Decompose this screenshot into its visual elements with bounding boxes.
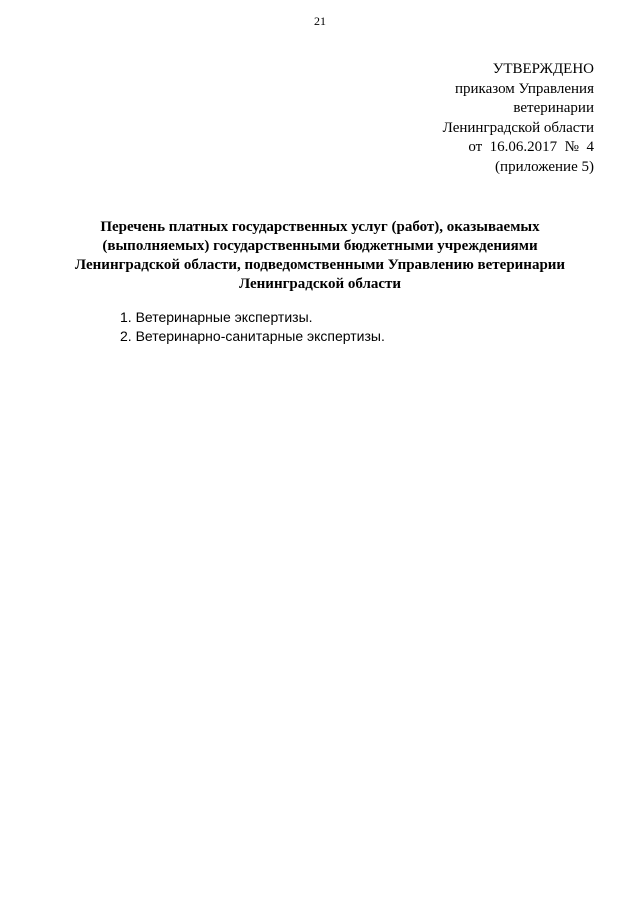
title-line: (выполняемых) государственными бюджетными учреждениями: [102, 238, 538, 254]
approval-line: ветеринарии: [513, 100, 594, 116]
approval-block: [443, 60, 594, 177]
services-list: [120, 308, 385, 346]
approval-order-date-number: от 16.06.2017 № 4: [468, 139, 594, 155]
title-line: Ленинградской области, подведомственными Управлению ветеринарии: [74, 257, 566, 273]
approval-heading: УТВЕРЖДЕНО: [492, 61, 594, 77]
approval-appendix: (приложение 5): [495, 158, 594, 175]
approval-line: Ленинградской области: [442, 119, 594, 136]
document-title: [0, 218, 640, 294]
approval-line: приказом Управления: [454, 80, 594, 97]
page-number: 21: [314, 14, 326, 28]
list-item: 2. Ветеринарно-санитарные экспертизы.: [120, 328, 385, 344]
title-line: Ленинградской области: [238, 276, 402, 292]
list-item: 1. Ветеринарные экспертизы.: [120, 309, 313, 325]
title-line: Перечень платных государственных услуг (работ), оказываемых: [100, 219, 540, 235]
